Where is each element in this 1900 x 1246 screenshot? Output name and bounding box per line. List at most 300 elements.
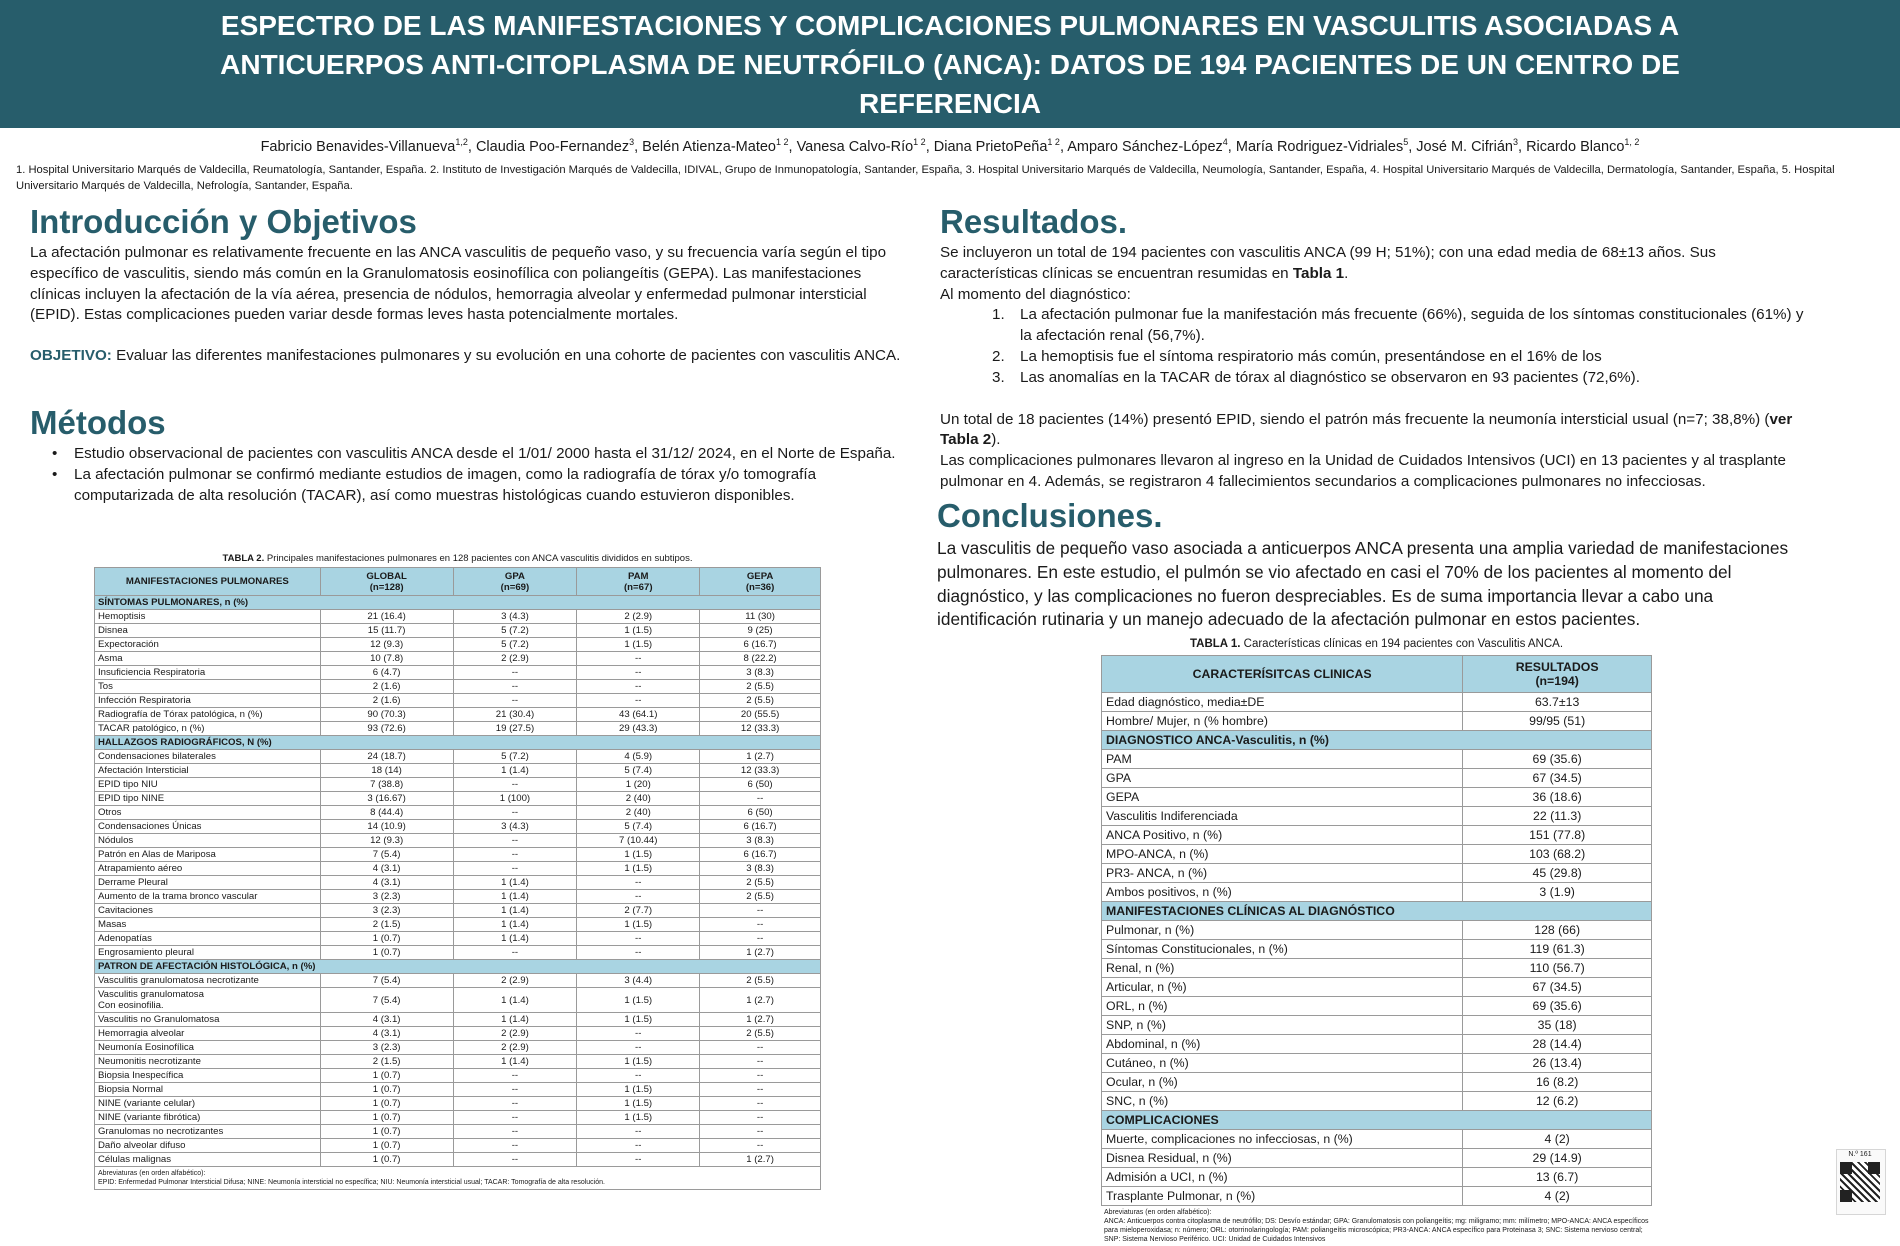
value-cell: 3 (2.3)	[320, 890, 453, 904]
table-row	[95, 694, 821, 708]
conclusions-heading: Conclusiones.	[937, 497, 1163, 534]
value-cell: 1 (1.4)	[453, 876, 577, 890]
label-cell: Vasculitis granulomatosa Con eosinofilia.	[95, 988, 321, 1013]
table1-abbreviations: Abreviaturas (en orden alfabético): ANCA: Anticuerpos contra citoplasma de neutrófilo; DS: Desvío estándar; GPA: Granulomatosis con poliangeítis; mg: miligramo; mm: milímetro; MPO-ANCA: ANCA específicos para mieloperoxidasa; n: número; ORL: otorrinolaringología; PAM: poliangeítis microscópica; PR3-ANCA: ANCA específico para Proteinasa 3; SNC: Sistema nervioso central; SNP: Sistema Nervioso Periférico. UCI: Unidad de Cuidados Intensivos	[1104, 1209, 1649, 1243]
results-heading: Resultados.	[940, 203, 1128, 240]
value-cell: 1 (1.5)	[577, 862, 700, 876]
value-cell: 20 (55.5)	[700, 708, 821, 722]
value-cell: --	[453, 1083, 577, 1097]
value-cell: --	[700, 1041, 821, 1055]
table2-caption	[94, 553, 821, 565]
value-cell: 4 (3.1)	[320, 876, 453, 890]
table-row	[95, 1069, 821, 1083]
value-cell: 1 (1.4)	[453, 890, 577, 904]
value-cell: 1 (1.5)	[577, 1111, 700, 1125]
value-cell: 4 (2)	[1463, 1187, 1652, 1206]
table-row	[1102, 1054, 1652, 1073]
value-cell: --	[700, 904, 821, 918]
label-cell: Engrosamiento pleural	[95, 946, 321, 960]
value-cell: 12 (33.3)	[700, 722, 821, 736]
table-row	[1102, 1016, 1652, 1035]
value-cell: 29 (14.9)	[1463, 1149, 1652, 1168]
results-list	[940, 305, 1816, 388]
value-cell: 2 (2.9)	[453, 652, 577, 666]
value-cell: --	[700, 792, 821, 806]
value-cell: 1 (0.7)	[320, 1097, 453, 1111]
item-text: Las anomalías en la TACAR de tórax al diagnóstico se observaron en 93 pacientes (72,6%).	[1020, 368, 1640, 386]
value-cell: --	[700, 1097, 821, 1111]
value-cell: 2 (5.5)	[700, 680, 821, 694]
value-cell: 3 (4.4)	[577, 974, 700, 988]
value-cell: --	[577, 1125, 700, 1139]
table-row	[1102, 845, 1652, 864]
value-cell: --	[577, 1069, 700, 1083]
table-row	[95, 652, 821, 666]
value-cell: 3 (8.3)	[700, 834, 821, 848]
value-cell: 10 (7.8)	[320, 652, 453, 666]
table-row	[1102, 1168, 1652, 1187]
value-cell: 5 (7.2)	[453, 750, 577, 764]
label-cell: Disnea Residual, n (%)	[1102, 1149, 1463, 1168]
value-cell: 35 (18)	[1463, 1016, 1652, 1035]
value-cell: 1 (1.4)	[453, 1013, 577, 1027]
results-section	[940, 203, 1816, 493]
value-cell: 4 (5.9)	[577, 750, 700, 764]
label-cell: Aumento de la trama bronco vascular	[95, 890, 321, 904]
label-cell: Granulomas no necrotizantes	[95, 1125, 321, 1139]
table-row	[95, 834, 821, 848]
author-affiliation-ref: 1 2	[913, 137, 926, 147]
value-cell: 29 (43.3)	[577, 722, 700, 736]
table-row	[1102, 1035, 1652, 1054]
value-cell: 1 (0.7)	[320, 1153, 453, 1167]
label-cell: Hemoptisis	[95, 610, 321, 624]
value-cell: --	[577, 680, 700, 694]
table-row	[95, 1139, 821, 1153]
table-row	[1102, 807, 1652, 826]
value-cell: 16 (8.2)	[1463, 1073, 1652, 1092]
value-cell: 1 (2.7)	[700, 1013, 821, 1027]
results-p3-end: ).	[991, 431, 1001, 449]
value-cell: 3 (8.3)	[700, 862, 821, 876]
value-cell: 1 (2.7)	[700, 1153, 821, 1167]
author-affiliation-ref: 3	[1513, 137, 1519, 147]
label-cell: Pulmonar, n (%)	[1102, 921, 1463, 940]
label-cell: Ambos positivos, n (%)	[1102, 883, 1463, 902]
label-cell: EPID tipo NIU	[95, 778, 321, 792]
table-header-row	[1102, 656, 1652, 693]
table-row	[95, 904, 821, 918]
table-row	[1102, 940, 1652, 959]
table1-header	[1102, 656, 1652, 693]
value-cell: 5 (7.4)	[577, 764, 700, 778]
value-cell: 3 (8.3)	[700, 666, 821, 680]
value-cell: 90 (70.3)	[320, 708, 453, 722]
value-cell: 6 (16.7)	[700, 638, 821, 652]
intro-text: La afectación pulmonar es relativamente frecuente en las ANCA vasculitis de pequeño vaso, y su frecuencia varía según el tipo específico de vasculitis, siendo más común en la Granulomatosis eosinofílica con poliangeítis (GEPA). Las manifestaciones clínicas incluyen la afectación de la vía aérea, presencia de nódulos, hemorragia alveolar y enfermedad pulmonar intersticial (EPID). Estas complicaciones pueden variar desde formas leves hasta potencialmente mortales.	[30, 244, 887, 324]
value-cell: 67 (34.5)	[1463, 769, 1652, 788]
item-text: La afectación pulmonar fue la manifestación más frecuente (66%), seguida de los síntomas constitucionales (61%) y la afectación renal (56,7%).	[1020, 306, 1804, 345]
methods-list	[30, 444, 906, 506]
table-row	[95, 1027, 821, 1041]
label-cell: NINE (variante fibrótica)	[95, 1111, 321, 1125]
value-cell: 1 (1.4)	[453, 904, 577, 918]
label-cell: Otros	[95, 806, 321, 820]
value-cell: --	[577, 694, 700, 708]
value-cell: --	[700, 1111, 821, 1125]
value-cell: 1 (1.5)	[577, 988, 700, 1013]
value-cell: 2 (5.5)	[700, 974, 821, 988]
label-cell: Insuficiencia Respiratoria	[95, 666, 321, 680]
poster-title: ESPECTRO DE LAS MANIFESTACIONES Y COMPLICACIONES PULMONARES EN VASCULITIS ASOCIADAS A ANTICUERPOS ANTI-CITOPLASMA DE NEUTRÓFILO (ANCA): DATOS DE 194 PACIENTES DE UN CENTRO DE REFERENCIA	[220, 9, 1680, 119]
value-cell: 1 (0.7)	[320, 1125, 453, 1139]
intro-section	[30, 203, 906, 367]
author-list: Fabricio Benavides-Villanueva$^{1,2}$, Claudia Poo-Fernandez$^3$, Belén Atienza-Mateo$^{1 2}$, Vanesa Calvo-Río$^{1 2}$, Diana PrietoPeña$^{1 2}$, Amparo Sánchez-López$^4$, María Rodriguez-Vidriales$^5$, José M. Cifrián$^3$, Ricardo Blanco$^{1, 2}$	[260, 137, 1640, 155]
value-cell: 24 (18.7)	[320, 750, 453, 764]
table-row	[1102, 769, 1652, 788]
value-cell: 99/95 (51)	[1463, 712, 1652, 731]
section-title: HALLAZGOS RADIOGRÁFICOS, N (%)	[95, 736, 821, 750]
section-title: PATRON DE AFECTACIÓN HISTOLÓGICA, n (%)	[95, 960, 821, 974]
value-cell: --	[700, 918, 821, 932]
value-cell: 2 (7.7)	[577, 904, 700, 918]
table-row	[1102, 959, 1652, 978]
table-row	[1102, 1187, 1652, 1206]
label-cell: Condensaciones Únicas	[95, 820, 321, 834]
label-cell: NINE (variante celular)	[95, 1097, 321, 1111]
label-cell: MPO-ANCA, n (%)	[1102, 845, 1463, 864]
table-row	[95, 1097, 821, 1111]
value-cell: --	[453, 848, 577, 862]
table-row	[95, 764, 821, 778]
value-cell: --	[577, 1041, 700, 1055]
value-cell: 6 (16.7)	[700, 820, 821, 834]
label-cell: Vasculitis granulomatosa necrotizante	[95, 974, 321, 988]
value-cell: --	[577, 1139, 700, 1153]
table-row	[1102, 750, 1652, 769]
table1-caption	[1101, 637, 1652, 651]
table-header-row	[95, 568, 821, 596]
table-row	[1102, 826, 1652, 845]
value-cell: 1 (1.4)	[453, 1055, 577, 1069]
table-row	[95, 1125, 821, 1139]
value-cell: 3 (2.3)	[320, 904, 453, 918]
value-cell: --	[453, 666, 577, 680]
table-row	[95, 666, 821, 680]
value-cell: 1 (1.4)	[453, 988, 577, 1013]
column-header: GPA (n=69)	[453, 568, 577, 596]
table-row	[95, 624, 821, 638]
table-row	[95, 862, 821, 876]
value-cell: 9 (25)	[700, 624, 821, 638]
column-header: CARACTERÍSITCAS CLINICAS	[1102, 656, 1463, 693]
value-cell: 11 (30)	[700, 610, 821, 624]
value-cell: 1 (2.7)	[700, 988, 821, 1013]
column-header: GEPA (n=36)	[700, 568, 821, 596]
value-cell: --	[577, 666, 700, 680]
label-cell: ANCA Positivo, n (%)	[1102, 826, 1463, 845]
section-row	[95, 960, 821, 974]
value-cell: 6 (50)	[700, 778, 821, 792]
value-cell: --	[700, 1069, 821, 1083]
column-header: PAM (n=67)	[577, 568, 700, 596]
label-cell: Infección Respiratoria	[95, 694, 321, 708]
results-list-item	[992, 347, 1816, 368]
value-cell: 1 (1.5)	[577, 1097, 700, 1111]
value-cell: 2 (2.9)	[453, 1027, 577, 1041]
table-row	[1102, 1092, 1652, 1111]
value-cell: --	[577, 1027, 700, 1041]
value-cell: --	[453, 1069, 577, 1083]
value-cell: --	[577, 946, 700, 960]
label-cell: Expectoración	[95, 638, 321, 652]
label-cell: Hemorragia alveolar	[95, 1027, 321, 1041]
value-cell: 2 (5.5)	[700, 1027, 821, 1041]
section-row	[95, 596, 821, 610]
label-cell: Trasplante Pulmonar, n (%)	[1102, 1187, 1463, 1206]
author-name: Ricardo Blanco	[1526, 138, 1625, 155]
value-cell: --	[453, 1097, 577, 1111]
value-cell: --	[453, 778, 577, 792]
value-cell: --	[577, 1153, 700, 1167]
table2-caption-label: TABLA 2.	[222, 553, 265, 564]
author-name: Diana PrietoPeña	[933, 138, 1048, 155]
column-header: GLOBAL (n=128)	[320, 568, 453, 596]
label-cell: Articular, n (%)	[1102, 978, 1463, 997]
results-p3-bold: ver Tabla 2	[940, 410, 1793, 449]
value-cell: 45 (29.8)	[1463, 864, 1652, 883]
label-cell: Daño alveolar difuso	[95, 1139, 321, 1153]
value-cell: 7 (38.8)	[320, 778, 453, 792]
value-cell: 1 (1.5)	[577, 1055, 700, 1069]
table-row	[95, 1083, 821, 1097]
value-cell: 2 (1.6)	[320, 694, 453, 708]
item-number: 1.	[992, 306, 1005, 324]
table1-caption-text: Características clínicas en 194 pacientes con Vasculitis ANCA.	[1240, 638, 1564, 650]
table-row	[1102, 978, 1652, 997]
value-cell: 21 (16.4)	[320, 610, 453, 624]
value-cell: 69 (35.6)	[1463, 750, 1652, 769]
value-cell: --	[577, 652, 700, 666]
label-cell: PAM	[1102, 750, 1463, 769]
table-row	[95, 932, 821, 946]
table-row	[95, 610, 821, 624]
author-name: Claudia Poo-Fernandez	[475, 138, 630, 155]
qr-code-icon[interactable]	[1840, 1162, 1880, 1202]
table-row	[1102, 788, 1652, 807]
value-cell: 2 (5.5)	[700, 890, 821, 904]
label-cell: Biopsia Inespecífica	[95, 1069, 321, 1083]
table-row	[95, 1153, 821, 1167]
value-cell: 1 (1.4)	[453, 932, 577, 946]
value-cell: 4 (3.1)	[320, 1027, 453, 1041]
table-row	[95, 638, 821, 652]
label-cell: Nódulos	[95, 834, 321, 848]
value-cell: 1 (1.5)	[577, 624, 700, 638]
label-cell: Adenopatías	[95, 932, 321, 946]
value-cell: 7 (5.4)	[320, 848, 453, 862]
author-name: Vanesa Calvo-Río	[796, 138, 914, 155]
value-cell: 1 (0.7)	[320, 1083, 453, 1097]
value-cell: 13 (6.7)	[1463, 1168, 1652, 1187]
table-row	[1102, 712, 1652, 731]
item-text: La hemoptisis fue el síntoma respiratorio más común, presentándose en el 16% de los	[1020, 347, 1602, 365]
table-row	[95, 680, 821, 694]
value-cell: 7 (5.4)	[320, 988, 453, 1013]
value-cell: 119 (61.3)	[1463, 940, 1652, 959]
table-row	[1102, 1130, 1652, 1149]
table-row	[95, 708, 821, 722]
intro-heading: Introducción y Objetivos	[30, 203, 417, 240]
value-cell: 7 (5.4)	[320, 974, 453, 988]
value-cell: 6 (50)	[700, 806, 821, 820]
value-cell: 1 (0.7)	[320, 946, 453, 960]
author-name: María Rodriguez-Vidriales	[1235, 138, 1404, 155]
value-cell: 3 (16.67)	[320, 792, 453, 806]
value-cell: 18 (14)	[320, 764, 453, 778]
section-title: SÍNTOMAS PULMONARES, n (%)	[95, 596, 821, 610]
value-cell: 22 (11.3)	[1463, 807, 1652, 826]
section-row	[1102, 731, 1652, 750]
value-cell: --	[453, 834, 577, 848]
value-cell: 2 (2.9)	[453, 974, 577, 988]
label-cell: Muerte, complicaciones no infecciosas, n (%)	[1102, 1130, 1463, 1149]
label-cell: Síntomas Constitucionales, n (%)	[1102, 940, 1463, 959]
label-cell: SNC, n (%)	[1102, 1092, 1463, 1111]
value-cell: 3 (2.3)	[320, 1041, 453, 1055]
value-cell: --	[577, 932, 700, 946]
value-cell: 21 (30.4)	[453, 708, 577, 722]
author-name: Fabricio Benavides-Villanueva	[260, 138, 456, 155]
table-row	[95, 918, 821, 932]
value-cell: 12 (9.3)	[320, 638, 453, 652]
value-cell: 1 (2.7)	[700, 750, 821, 764]
label-cell: Vasculitis no Granulomatosa	[95, 1013, 321, 1027]
results-p3-text: Un total de 18 pacientes (14%) presentó EPID, siendo el patrón más frecuente la neumonía intersticial usual (n=7; 38,8%) (	[940, 410, 1770, 428]
author-name: Belén Atienza-Mateo	[642, 138, 776, 155]
label-cell: Renal, n (%)	[1102, 959, 1463, 978]
value-cell: 2 (2.9)	[577, 610, 700, 624]
results-paragraph-2: Al momento del diagnóstico:	[940, 285, 1131, 303]
results-paragraph-1	[940, 243, 1816, 285]
value-cell: 2 (1.5)	[320, 918, 453, 932]
table-row	[95, 1041, 821, 1055]
methods-section	[30, 404, 906, 506]
value-cell: 2 (5.5)	[700, 876, 821, 890]
value-cell: 8 (44.4)	[320, 806, 453, 820]
label-cell: Asma	[95, 652, 321, 666]
section-row	[1102, 902, 1652, 921]
value-cell: 1 (1.4)	[453, 918, 577, 932]
section-title: COMPLICACIONES	[1102, 1111, 1652, 1130]
value-cell: 151 (77.8)	[1463, 826, 1652, 845]
value-cell: 36 (18.6)	[1463, 788, 1652, 807]
value-cell: 3 (4.3)	[453, 820, 577, 834]
table2-caption-text: Principales manifestaciones pulmonares en 128 pacientes con ANCA vasculitis divididos en subtipos.	[264, 553, 693, 564]
table-row	[95, 946, 821, 960]
value-cell: --	[453, 1111, 577, 1125]
value-cell: 3 (4.3)	[453, 610, 577, 624]
table-row	[95, 890, 821, 904]
methods-item: • La afectación pulmonar se confirmó mediante estudios de imagen, como la radiografía de tórax y/o tomografía computarizada de alta resolución (TACAR), así como muestras histológicas cuando estuvieron disponibles.	[74, 465, 906, 507]
value-cell: 2 (40)	[577, 806, 700, 820]
results-paragraph-4: Las complicaciones pulmonares llevaron al ingreso en la Unidad de Cuidados Intensivos (UCI) en 13 pacientes y al trasplante pulmonar en 4. Además, se registraron 4 fallecimientos secundarios a complicaciones pulmonares no infecciosas.	[940, 452, 1786, 490]
results-paragraph-3	[940, 410, 1816, 452]
value-cell: 93 (72.6)	[320, 722, 453, 736]
table2	[94, 567, 821, 1167]
author-affiliation-ref: 4	[1222, 137, 1228, 147]
label-cell: Admisión a UCI, n (%)	[1102, 1168, 1463, 1187]
author-affiliation-ref: 3	[629, 137, 635, 147]
value-cell: --	[453, 862, 577, 876]
value-cell: 1 (1.5)	[577, 918, 700, 932]
table-row	[95, 778, 821, 792]
value-cell: 1 (2.7)	[700, 946, 821, 960]
section-title: DIAGNOSTICO ANCA-Vasculitis, n (%)	[1102, 731, 1652, 750]
table-row	[95, 988, 821, 1013]
table-row	[95, 848, 821, 862]
author-affiliation-ref: 1 2	[775, 137, 789, 147]
table-row	[95, 1013, 821, 1027]
label-cell: Afectación Intersticial	[95, 764, 321, 778]
value-cell: 1 (0.7)	[320, 1139, 453, 1153]
value-cell: 2 (2.9)	[453, 1041, 577, 1055]
label-cell: Tos	[95, 680, 321, 694]
value-cell: 69 (35.6)	[1463, 997, 1652, 1016]
value-cell: --	[700, 1055, 821, 1069]
value-cell: 103 (68.2)	[1463, 845, 1652, 864]
value-cell: --	[700, 932, 821, 946]
value-cell: 4 (2)	[1463, 1130, 1652, 1149]
results-list-item	[992, 305, 1816, 347]
results-p1-bold: Tabla 1	[1292, 264, 1345, 282]
label-cell: ORL, n (%)	[1102, 997, 1463, 1016]
item-number: 2.	[992, 347, 1005, 365]
value-cell: 1 (100)	[453, 792, 577, 806]
label-cell: SNP, n (%)	[1102, 1016, 1463, 1035]
value-cell: --	[577, 876, 700, 890]
results-p1-end: .	[1344, 264, 1349, 282]
value-cell: 1 (0.7)	[320, 1069, 453, 1083]
objective-text: Evaluar las diferentes manifestaciones pulmonares y su evolución en una cohorte de pacientes con vasculitis ANCA.	[111, 347, 901, 365]
label-cell: Masas	[95, 918, 321, 932]
title-banner	[0, 0, 1900, 128]
label-cell: GPA	[1102, 769, 1463, 788]
label-cell: Disnea	[95, 624, 321, 638]
value-cell: 14 (10.9)	[320, 820, 453, 834]
value-cell: 26 (13.4)	[1463, 1054, 1652, 1073]
value-cell: 1 (1.5)	[577, 638, 700, 652]
value-cell: 7 (10.44)	[577, 834, 700, 848]
value-cell: 1 (20)	[577, 778, 700, 792]
poster-number: N.º 161	[1848, 1151, 1872, 1158]
table-row	[1102, 1149, 1652, 1168]
value-cell: --	[453, 1153, 577, 1167]
label-cell: Biopsia Normal	[95, 1083, 321, 1097]
label-cell: Ocular, n (%)	[1102, 1073, 1463, 1092]
table-row	[95, 722, 821, 736]
value-cell: 1 (1.4)	[453, 764, 577, 778]
value-cell: 6 (16.7)	[700, 848, 821, 862]
label-cell: GEPA	[1102, 788, 1463, 807]
methods-item: • Estudio observacional de pacientes con vasculitis ANCA desde el 1/01/ 2000 hasta el 31/12/ 2024, en el Norte de España.	[74, 444, 906, 465]
table-row	[95, 792, 821, 806]
value-cell: 4 (3.1)	[320, 862, 453, 876]
table-row	[1102, 1073, 1652, 1092]
label-cell: Neumonía Eosinofílica	[95, 1041, 321, 1055]
value-cell: --	[453, 694, 577, 708]
table2-body	[95, 596, 821, 1167]
